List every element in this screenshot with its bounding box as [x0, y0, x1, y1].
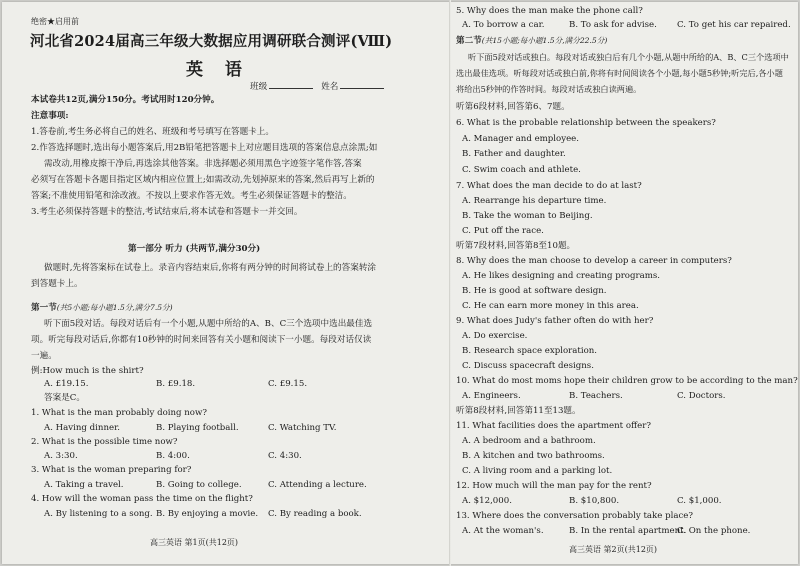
part1-title: 第一部分 听力 (共两节,满分30分) — [128, 244, 261, 254]
part1-intro-line: 到答题卡上。 — [31, 279, 83, 289]
section1-heading — [31, 304, 173, 313]
question-8: 8. Why does the man choose to develop a career in computers? — [456, 256, 732, 266]
q11-option-b[interactable]: B. A kitchen and two bathrooms. — [462, 451, 605, 461]
class-name-line — [250, 80, 392, 92]
section2-intro-line: 听下面5段对话或独白。每段对话或独白后有几个小题,从题中所给的A、B、C三个选项中 — [468, 52, 789, 62]
section2-intro-line: 选出最佳选项。听每段对话或独白前,你将有时间阅读各个小题,每小题5秒钟;听完后,各小题 — [456, 68, 783, 78]
question-3: 3. What is the woman preparing for? — [31, 465, 192, 475]
q6-option-b[interactable]: B. Father and daughter. — [462, 149, 566, 159]
q7-option-c[interactable]: C. Put off the race. — [462, 226, 544, 236]
q10-option-c[interactable]: C. Doctors. — [677, 391, 726, 401]
q2-option-a[interactable]: A. 3:30. — [44, 451, 78, 461]
class-blank — [269, 80, 313, 89]
note-line: 必须写在答题卡各题目指定区域内相应位置上;如需改动,先划掉原来的答案,然后再写上新的 — [31, 175, 375, 185]
page-fold — [449, 0, 451, 566]
example-option-b: B. £9.18. — [156, 379, 196, 389]
question-13: 13. Where does the conversation probably take place? — [456, 511, 693, 521]
section1-info: (共5小题;每小题1.5分,满分7.5分) — [56, 303, 173, 312]
q8-option-a[interactable]: A. He likes designing and creating programs. — [462, 271, 661, 281]
section1-intro-line: 项。听完每段对话后,你都有10秒钟的时间来回答有关小题和阅读下一小题。每段对话仅读 — [31, 335, 372, 345]
q5-option-c[interactable]: C. To get his car repaired. — [677, 20, 791, 30]
note-line: 需改动,用橡皮擦干净后,再选涂其他答案。非选择题必须用黑色字迹签字笔作答,答案 — [44, 159, 362, 169]
section2-heading — [456, 37, 607, 46]
q9-option-a[interactable]: A. Do exercise. — [462, 331, 528, 341]
name-blank — [340, 80, 384, 89]
q2-option-c[interactable]: C. 4:30. — [268, 451, 302, 461]
q13-option-c[interactable]: C. On the phone. — [677, 526, 751, 536]
section1-intro-line: 一遍。 — [31, 351, 57, 361]
section1-title: 第一节 — [31, 303, 57, 313]
q7-option-b[interactable]: B. Take the woman to Beijing. — [462, 211, 593, 221]
q13-option-b[interactable]: B. In the rental apartment. — [569, 526, 687, 536]
section1-intro-line: 听下面5段对话。每段对话后有一个小题,从题中所给的A、B、C三个选项中选出最佳选 — [44, 319, 373, 329]
exam-intro: 本试卷共12页,满分150分。考试用时120分钟。 — [31, 95, 220, 105]
question-2: 2. What is the possible time now? — [31, 437, 178, 447]
q4-option-a[interactable]: A. By listening to a song. — [44, 509, 153, 519]
note-line: 1.答卷前,考生务必将自己的姓名、班级和考号填写在答题卡上。 — [31, 127, 274, 137]
q6-option-a[interactable]: A. Manager and employee. — [462, 134, 579, 144]
q1-option-b[interactable]: B. Playing football. — [156, 423, 239, 433]
question-5: 5. Why does the man make the phone call? — [456, 6, 643, 16]
question-9: 9. What does Judy's father often do with her? — [456, 316, 654, 326]
q5-option-b[interactable]: B. To ask for advise. — [569, 20, 657, 30]
q8-option-c[interactable]: C. He can earn more money in this area. — [462, 301, 639, 311]
class-label: 班级 — [250, 82, 268, 92]
q6-option-c[interactable]: C. Swim coach and athlete. — [462, 165, 581, 175]
question-6: 6. What is the probable relationship between the speakers? — [456, 118, 716, 128]
part1-intro-line: 做题时,先将答案标在试卷上。录音内容结束后,你将有两分钟的时间将试卷上的答案转涂 — [44, 263, 377, 273]
q2-option-b[interactable]: B. 4:00. — [156, 451, 190, 461]
material-7-heading: 听第7段材料,回答第8至10题。 — [456, 241, 576, 251]
section2-info: (共15小题;每小题1.5分,满分22.5分) — [481, 36, 608, 45]
subject-title: 英 语 — [186, 60, 250, 80]
question-7: 7. What does the man decide to do at last? — [456, 181, 642, 191]
q11-option-c[interactable]: C. A living room and a parking lot. — [462, 466, 613, 476]
question-12: 12. How much will the man pay for the rent? — [456, 481, 652, 491]
q5-option-a[interactable]: A. To borrow a car. — [462, 20, 545, 30]
material-8-heading: 听第8段材料,回答第11至13题。 — [456, 406, 581, 416]
page-1-footer: 高三英语 第1页(共12页) — [150, 538, 239, 547]
q1-option-a[interactable]: A. Having dinner. — [44, 423, 120, 433]
q12-option-b[interactable]: B. $10,800. — [569, 496, 620, 506]
example-question: 例:How much is the shirt? — [31, 366, 144, 376]
section2-intro-line: 将给出5秒钟的作答时间。每段对话或独白读两遍。 — [456, 84, 642, 94]
q3-option-b[interactable]: B. Going to college. — [156, 480, 242, 490]
q9-option-b[interactable]: B. Research space exploration. — [462, 346, 598, 356]
confidential-mark: 绝密★启用前 — [31, 17, 79, 26]
q1-option-c[interactable]: C. Watching TV. — [268, 423, 337, 433]
question-1: 1. What is the man probably doing now? — [31, 408, 207, 418]
note-line: 3.考生必须保持答题卡的整洁,考试结束后,将本试卷和答题卡一并交回。 — [31, 207, 303, 217]
q4-option-c[interactable]: C. By reading a book. — [268, 509, 362, 519]
q10-option-a[interactable]: A. Engineers. — [462, 391, 521, 401]
note-line: 2.作答选择题时,选出每小题答案后,用2B铅笔把答题卡上对应题目选项的答案信息点涂黑;如 — [31, 143, 378, 153]
q3-option-a[interactable]: A. Taking a travel. — [44, 480, 124, 490]
question-10: 10. What do most moms hope their children grow to be according to the man? — [456, 376, 798, 386]
q3-option-c[interactable]: C. Attending a lecture. — [268, 480, 367, 490]
q12-option-a[interactable]: A. $12,000. — [462, 496, 512, 506]
example-answer: 答案是C。 — [44, 393, 85, 403]
material-6-heading: 听第6段材料,回答第6、7题。 — [456, 102, 570, 112]
page-2-footer: 高三英语 第2页(共12页) — [569, 545, 658, 554]
question-4: 4. How will the woman pass the time on the flight? — [31, 494, 253, 504]
notes-title: 注意事项: — [31, 111, 69, 121]
q7-option-a[interactable]: A. Rearrange his departure time. — [462, 196, 607, 206]
q13-option-a[interactable]: A. At the woman's. — [462, 526, 544, 536]
example-option-a: A. £19.15. — [44, 379, 89, 389]
q11-option-a[interactable]: A. A bedroom and a bathroom. — [462, 436, 596, 446]
exam-title: 河北省2024届高三年级大数据应用调研联合测评(Ⅷ) — [30, 33, 393, 50]
q10-option-b[interactable]: B. Teachers. — [569, 391, 623, 401]
section2-title: 第二节 — [456, 36, 482, 46]
q4-option-b[interactable]: B. By enjoying a movie. — [156, 509, 259, 519]
example-option-c: C. £9.15. — [268, 379, 308, 389]
q12-option-c[interactable]: C. $1,000. — [677, 496, 722, 506]
q9-option-c[interactable]: C. Discuss spacecraft designs. — [462, 361, 594, 371]
name-label: 姓名 — [321, 82, 339, 92]
q8-option-b[interactable]: B. He is good at software design. — [462, 286, 607, 296]
note-line: 答案;不准使用铅笔和涂改液。不按以上要求作答无效。考生必须保证答题卡的整洁。 — [31, 191, 352, 201]
question-11: 11. What facilities does the apartment offer? — [456, 421, 651, 431]
